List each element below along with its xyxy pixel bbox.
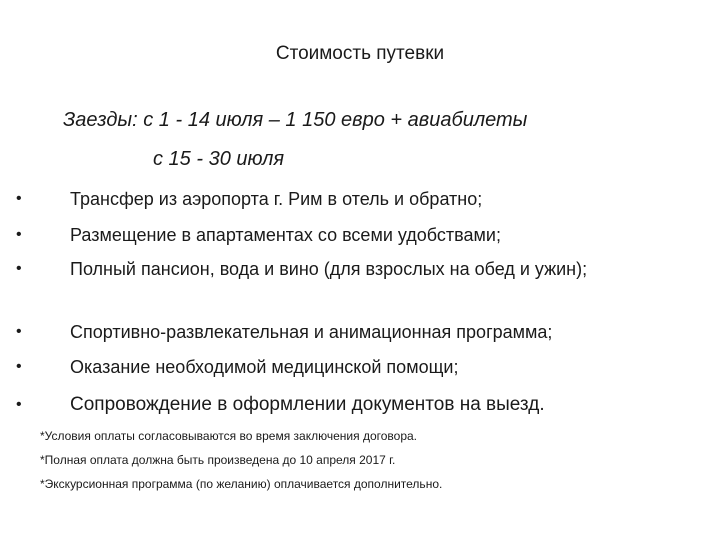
- list-item-text: Оказание необходимой медицинской помощи;: [70, 357, 459, 377]
- slide-title: [0, 42, 720, 66]
- bullet-dot-icon: •: [16, 190, 22, 207]
- bullet-dot-icon: •: [16, 323, 22, 340]
- footnote: *Условия оплаты согласовываются во время заключения договора.: [40, 429, 417, 443]
- list-item-text: Трансфер из аэропорта г. Рим в отель и обратно;: [70, 189, 483, 209]
- dates-line-2: с 15 - 30 июля: [153, 148, 285, 170]
- dates-line-1: Заезды: с 1 - 14 июля – 1 150 евро + авиабилеты: [63, 109, 528, 131]
- list-item: [16, 319, 706, 345]
- list-item: [16, 392, 706, 418]
- bullet-dot-icon: •: [16, 226, 22, 243]
- footnote: *Экскурсионная программа (по желанию) оплачивается дополнительно.: [40, 477, 443, 491]
- list-item: [16, 222, 706, 248]
- list-item: [16, 354, 706, 380]
- bullet-dot-icon: •: [16, 260, 22, 277]
- list-item: [16, 186, 706, 212]
- list-item-text: Полный пансион, вода и вино (для взрослых на обед и ужин);: [70, 259, 588, 279]
- bullet-dot-icon: •: [16, 358, 22, 375]
- title-text: Стоимость путевки: [275, 43, 445, 64]
- list-item: [16, 256, 706, 282]
- footnote: *Полная оплата должна быть произведена до 10 апреля 2017 г.: [40, 453, 396, 467]
- bullet-dot-icon: •: [16, 396, 22, 413]
- footnotes: [40, 424, 700, 496]
- list-item-text: Сопровождение в оформлении документов на выезд.: [70, 394, 545, 415]
- list-item-text: Спортивно-развлекательная и анимационная программа;: [70, 322, 553, 342]
- list-item-text: Размещение в апартаментах со всеми удобствами;: [70, 225, 501, 245]
